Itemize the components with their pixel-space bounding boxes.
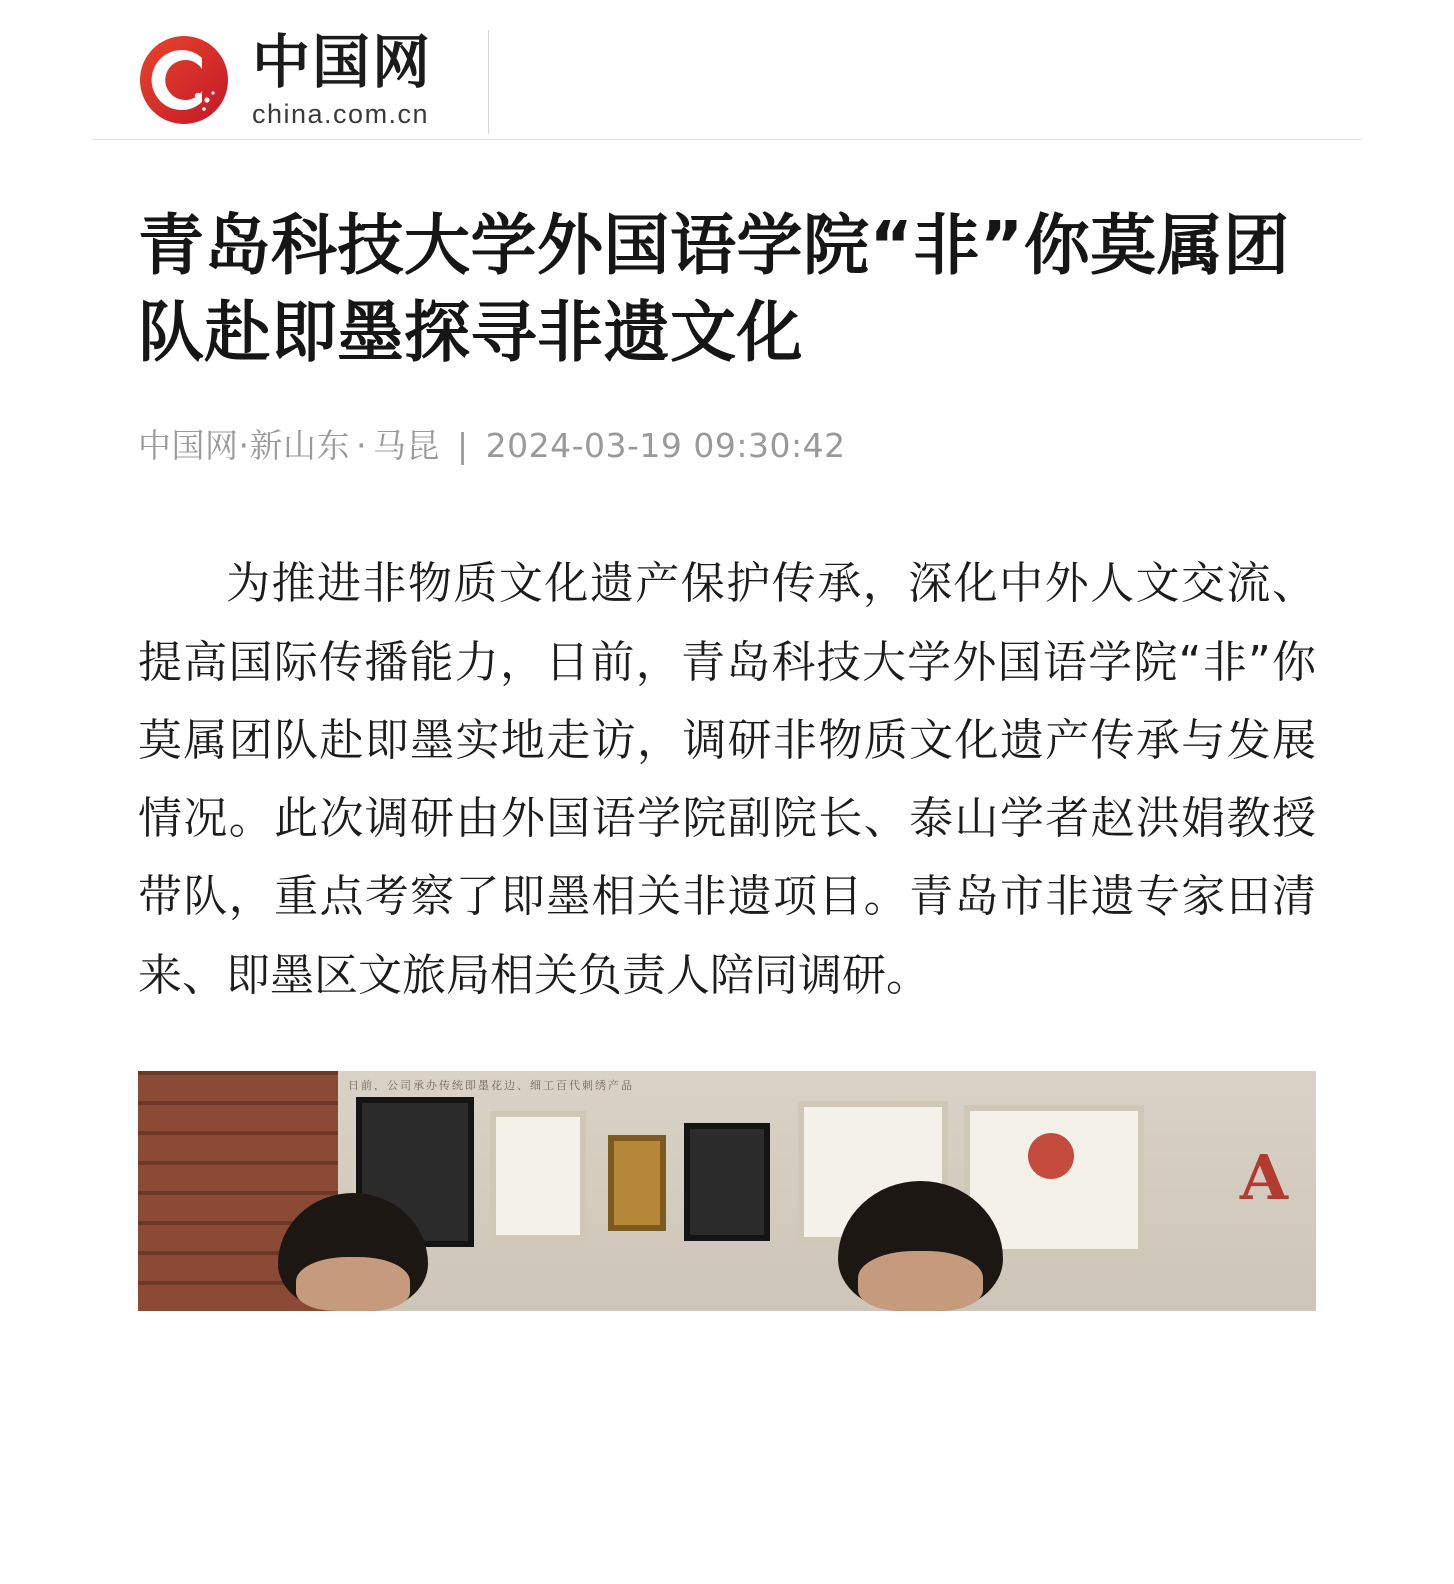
site-logo[interactable] — [92, 26, 489, 134]
logo-chinese-name: 中国网 — [252, 27, 433, 96]
logo-domain: china.com.cn — [252, 98, 430, 129]
photo-award-plaque-2 — [684, 1123, 770, 1241]
byline — [138, 420, 1316, 467]
byline-timestamp: 2024-03-19 09:30:42 — [485, 426, 846, 466]
logo-text — [252, 27, 433, 129]
photo-red-seal-icon — [1028, 1133, 1074, 1179]
page-title: 青岛科技大学外国语学院“非”你莫属团队赴即墨探寻非遗文化 — [138, 207, 1290, 372]
article-paragraph: 为推进非物质文化遗产保护传承，深化中外人文交流、提高国际传播能力，日前，青岛科技大学外国语学院“非”你莫属团队赴即墨实地走访，调研非物质文化遗产传承与发展情况。此次调研由外国语学院副院长、泰山学者赵洪娟教授带队，重点考察了即墨相关非遗项目。青岛市非遗专家田清来、即墨区文旅局相关负责人陪同调研。 — [138, 558, 1316, 1001]
byline-source: 中国网·新山东 — [138, 426, 350, 466]
photo-certificate-1 — [490, 1111, 586, 1241]
article-photo — [138, 1071, 1316, 1311]
photo-award-plaque-1 — [608, 1135, 666, 1231]
photo-banner-text: 日前，公司承办传统即墨花边、细工百代刺绣产品 — [348, 1079, 634, 1092]
byline-divider: | — [457, 426, 469, 466]
site-header — [92, 0, 1362, 140]
logo-divider — [488, 30, 489, 134]
article-body — [0, 202, 1454, 1015]
article-image-wrapper — [92, 1071, 1362, 1311]
byline-author: 马昆 — [373, 426, 440, 466]
byline-separator: · — [356, 426, 367, 466]
photo-letter-mark: A — [1239, 1141, 1288, 1215]
china-net-logo-icon — [138, 34, 230, 126]
